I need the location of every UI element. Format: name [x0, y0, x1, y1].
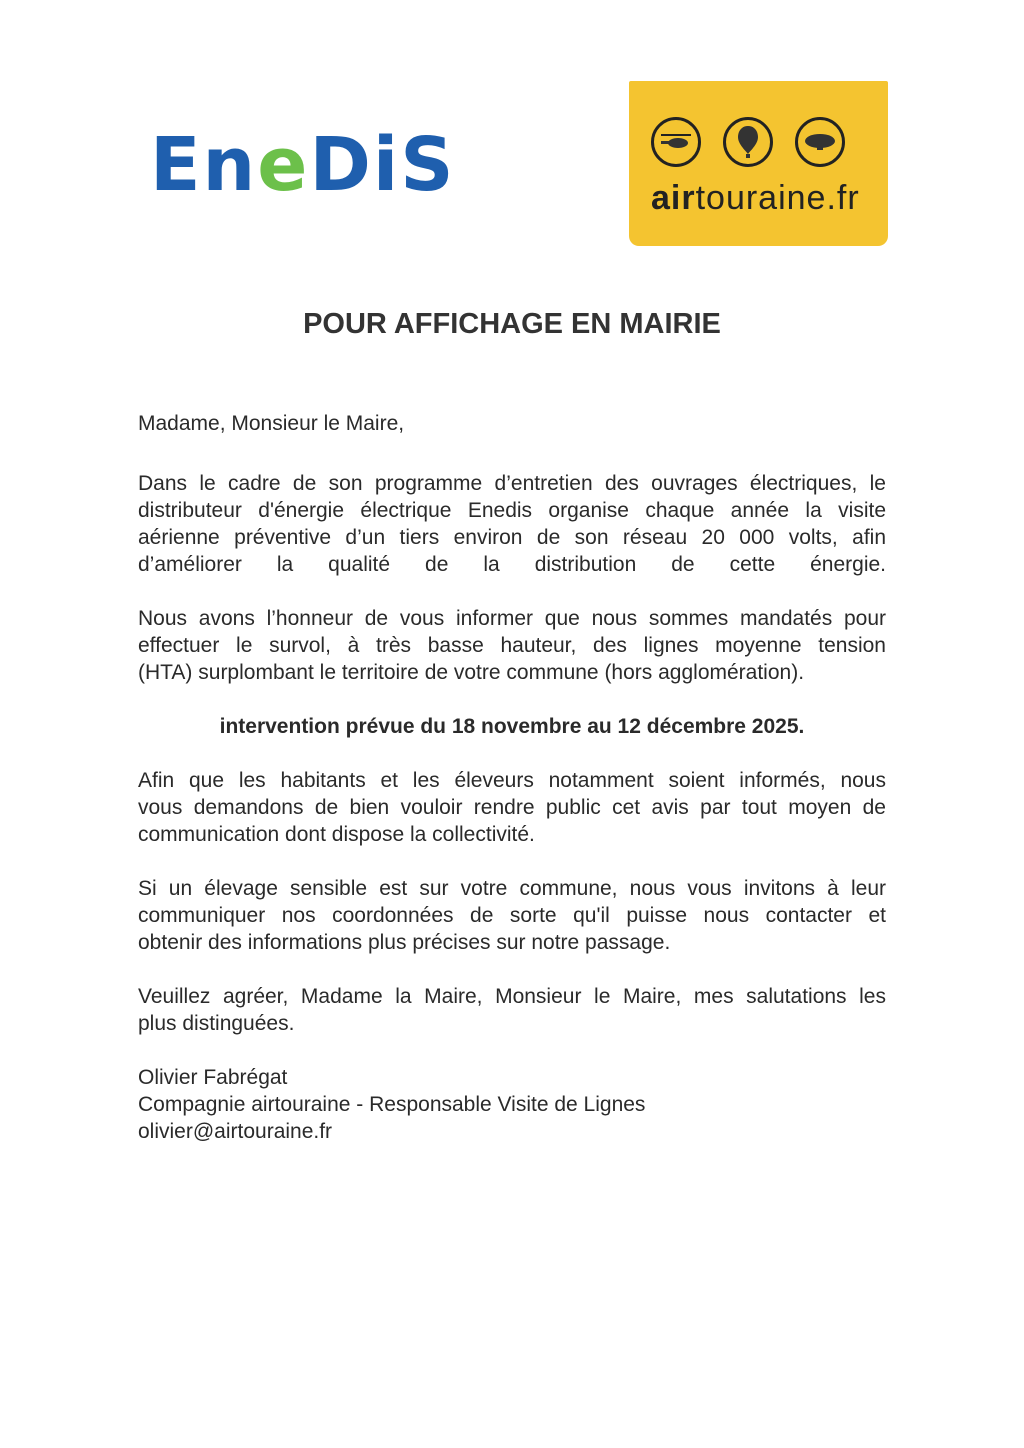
signature-email[interactable]: olivier@airtouraine.fr: [138, 1120, 333, 1143]
signature: [138, 1064, 886, 1145]
text-line: d’améliorer la qualité de la distribution de cette énergie.: [138, 553, 886, 576]
paragraph-publication: [138, 767, 886, 848]
text-line: vous demandons de bien vouloir rendre public cet avis par tout moyen de: [138, 796, 886, 819]
text-line: communiquer nos coordonnées de sorte qu'il puisse nous contacter et: [138, 904, 886, 927]
paragraph-information: [138, 605, 886, 686]
letter-body: [138, 410, 886, 1145]
text-line: Dans le cadre de son programme d’entretien des ouvrages électriques, le: [138, 472, 886, 495]
text-line: (HTA) surplombant le territoire de votre commune (hors agglomération).: [138, 661, 805, 684]
signature-name: Olivier Fabrégat: [138, 1066, 288, 1089]
text-line: Si un élevage sensible est sur votre commune, nous vous invitons à leur: [138, 877, 886, 900]
airship-icon: [795, 117, 845, 167]
paragraph-elevage: [138, 875, 886, 956]
page-title: POUR AFFICHAGE EN MAIRIE: [303, 308, 721, 340]
text-line: Nous avons l’honneur de vous informer que nous sommes mandatés pour: [138, 607, 886, 630]
text-line: Veuillez agréer, Madame la Maire, Monsieur le Maire, mes salutations les: [138, 985, 886, 1008]
signature-role: Compagnie airtouraine - Responsable Visite de Lignes: [138, 1093, 646, 1116]
text-line: effectuer le survol, à très basse hauteur, des lignes moyenne tension: [138, 634, 886, 657]
helicopter-icon: [651, 117, 701, 167]
enedis-logo: EneDiS: [150, 122, 456, 208]
balloon-icon: [723, 117, 773, 167]
airtouraine-logo: [629, 81, 888, 246]
intervention-dates: intervention prévue du 18 novembre au 12 décembre 2025.: [219, 715, 805, 738]
salutation: Madame, Monsieur le Maire,: [138, 412, 405, 435]
paragraph-closing: [138, 983, 886, 1037]
text-line: obtenir des informations plus précises sur notre passage.: [138, 931, 671, 954]
text-line: plus distinguées.: [138, 1012, 295, 1035]
paragraph-programme: [138, 470, 886, 578]
text-line: distributeur d'énergie électrique Enedis organise chaque année la visite: [138, 499, 886, 522]
text-line: aérienne préventive d’un tiers environ de son réseau 20 000 volts, afin: [138, 526, 886, 549]
airtouraine-wordmark: airtouraine.fr: [651, 179, 860, 217]
text-line: Afin que les habitants et les éleveurs notamment soient informés, nous: [138, 769, 886, 792]
text-line: communication dont dispose la collectivité.: [138, 823, 535, 846]
